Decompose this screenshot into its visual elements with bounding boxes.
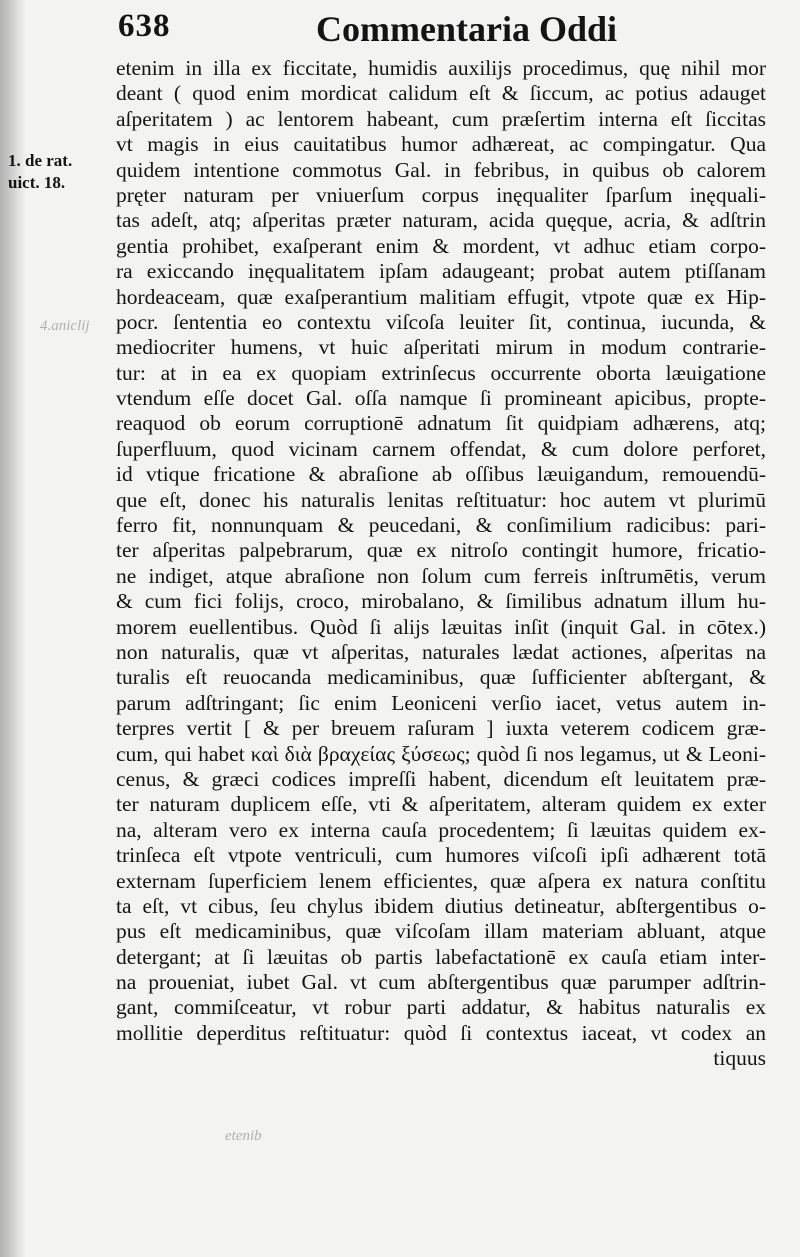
text-line: aſperitatem ) ac lentorem habeant, cum præſertim interna eſt ſiccitas: [116, 106, 766, 131]
text-line: non naturalis, quæ vt aſperitas, naturales lædat actiones, aſperitas na: [116, 639, 766, 664]
text-line: na proueniat, iubet Gal. vt cum abſtergentibus quæ parumper adſtrin-: [116, 970, 766, 995]
text-line: reaquod ob eorum corruptionē adnatum ſit quidpiam adhærens, atq;: [116, 411, 766, 436]
text-line: pocr. ſententia eo contextu viſcoſa leuiter ſit, continua, iucunda, &: [116, 309, 766, 334]
margin-note-line: uict. 18.: [8, 173, 66, 192]
text-line: etenim in illa ex ficcitate, humidis auxilijs procedimus, quę nihil mor: [116, 56, 766, 80]
text-line: externam ſuperficiem lenem efficientes, quæ aſpera ex natura conſtitu: [116, 868, 766, 893]
text-line: ra exiccando inęqualitatem ipſam adaugeant; probat autem ptiſſanam: [116, 259, 766, 284]
text-line: pus eſt medicaminibus, quæ viſcoſam illam materiam abluant, atque: [116, 919, 766, 944]
text-line: que eſt, donec his naturalis lenitas reſtituatur: hoc autem vt plurimū: [116, 487, 766, 512]
text-line: terpres vertit [ & per breuem raſuram ] iuxta veterem codicem græ-: [116, 716, 766, 741]
text-line: id vtique fricatione & abraſione ab oſſibus læuigandum, remouendū-: [116, 462, 766, 487]
running-title: Commentaria Oddi: [316, 9, 617, 49]
text-line: ter aſperitas palpebrarum, quæ ex nitroſo contingit humore, fricatio-: [116, 538, 766, 563]
text-line: turalis eſt reuocanda medicaminibus, quæ ſufficienter abſtergant, &: [116, 665, 766, 690]
text-line: tur: at in ea ex quopiam extrinſecus occurrente oborta læuigatione: [116, 360, 766, 385]
text-line: trinſeca eſt vtpote ventriculi, cum humores viſcoſi ipſi adhærent totā: [116, 843, 766, 868]
catchword: tiquus: [713, 1046, 766, 1071]
text-line: ferro fit, nonnunquam & peucedani, & conſimilium radicibus: pari-: [116, 513, 766, 538]
text-line: na, alteram vero ex interna cauſa procedentem; ſi læuitas quidem ex-: [116, 817, 766, 842]
body-text: [116, 56, 766, 1072]
bleed-through-text: etenib: [225, 1128, 262, 1144]
text-line: ta eſt, vt cibus, ſeu chylus ibidem diutius detineatur, abſtergentibus o-: [116, 893, 766, 918]
bleed-through-text: 4.aniclij: [40, 318, 90, 334]
page-number: 638: [118, 8, 171, 44]
text-line: ſuperfluum, quod vicinam carnem offendat, & cum dolore perforet,: [116, 436, 766, 461]
page-header: [118, 8, 638, 52]
text-line: gant, commiſceatur, vt robur parti addatur, & habitus naturalis ex: [116, 995, 766, 1020]
text-line: gentia prohibet, exaſperant enim & mordent, vt adhuc etiam corpo-: [116, 233, 766, 258]
text-line: quidem intentione commotus Gal. in febribus, in quibus ob calorem: [116, 157, 766, 182]
text-line: hordeaceam, quæ exaſperantium malitiam effugit, vtpote quæ ex Hip-: [116, 284, 766, 309]
margin-note: [8, 150, 108, 194]
text-line: & cum fici folijs, croco, mirobalano, & ſimilibus adnatum illum hu-: [116, 589, 766, 614]
text-line: vtendum eſſe docet Gal. oſſa namque ſi promineant apicibus, propte-: [116, 386, 766, 411]
text-line: cum, qui habet καὶ διὰ βραχείας ξύσεως; quòd ſi nos legamus, ut & Leoni-: [116, 741, 766, 766]
text-line: cenus, & græci codices impreſſi habent, dicendum eſt leuitatem præ-: [116, 766, 766, 791]
text-line: mollitie deperditus reſtituatur: quòd ſi contextus iaceat, vt codex an: [116, 1020, 766, 1045]
text-line: morem euellentibus. Quòd ſi alijs læuitas inſit (inquit Gal. in cōtex.): [116, 614, 766, 639]
text-line: deant ( quod enim mordicat calidum eſt & ſiccum, ac potius adauget: [116, 81, 766, 106]
margin-note-line: 1. de rat.: [8, 151, 73, 170]
text-line: pręter naturam per vniuerſum corpus inęqualiter ſparſum inęquali-: [116, 182, 766, 207]
text-line: ne indiget, atque abraſione non ſolum cum ferreis inſtrumētis, verum: [116, 563, 766, 588]
text-line: parum adſtringant; ſic enim Leoniceni verſio iacet, vetus autem in-: [116, 690, 766, 715]
text-line: mediocriter humens, vt huic aſperitati mirum in modum contrarie-: [116, 335, 766, 360]
text-line: vt magis in eius cauitatibus humor adhæreat, ac compingatur. Qua: [116, 132, 766, 157]
text-line: detergant; at ſi læuitas ob partis labefactationē ex cauſa etiam inter-: [116, 944, 766, 969]
text-line: ter naturam duplicem eſſe, vti & aſperitatem, alteram quidem ex exter: [116, 792, 766, 817]
text-line: tas adeſt, atq; aſperitas præter naturam, acida quęque, acria, & adſtrin: [116, 208, 766, 233]
